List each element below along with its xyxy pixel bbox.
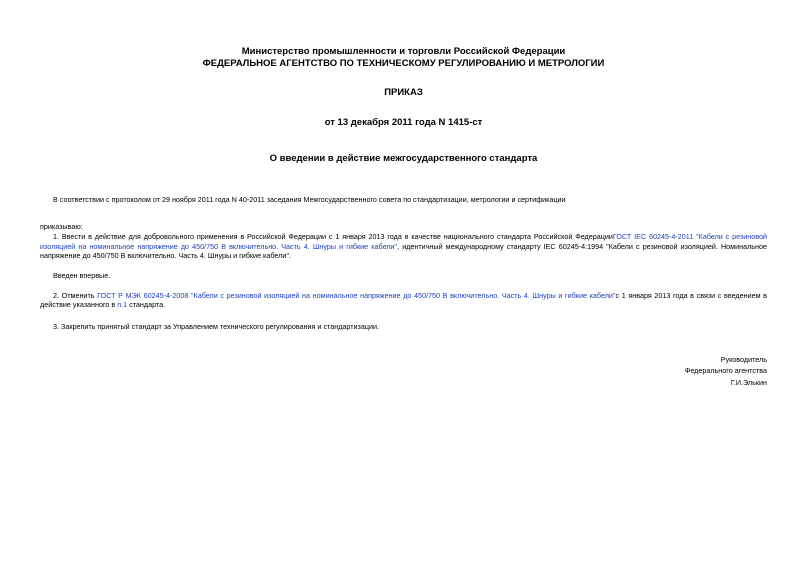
item-1-reference-link[interactable]: п.1 bbox=[117, 300, 128, 310]
gost-iec-60245-4-2011-link[interactable]: ГОСТ IEC 60245-4-2011 "Кабели с резиновой изоляцией на номинальное напряжение до 450/750 В включительно. Часть 4. Шнуры и гибкие кабели" bbox=[40, 232, 767, 251]
agency-name: ФЕДЕРАЛЬНОЕ АГЕНТСТВО ПО ТЕХНИЧЕСКОМУ РЕГУЛИРОВАНИЮ И МЕТРОЛОГИИ bbox=[202, 58, 605, 69]
item-2-text-mid: с 1 января 2013 года в связи с введением в действие указанного в bbox=[40, 290, 767, 310]
document-body bbox=[40, 195, 767, 331]
signature-position: Руководитель bbox=[720, 355, 767, 364]
gost-r-iec-60245-4-2008-link[interactable]: ГОСТ Р МЭК 60245-4-2008 "Кабели с резиновой изоляцией на номинальное напряжение до 450/750 В включительно. Часть 4. Шнуры и гибкие кабели" bbox=[97, 290, 616, 300]
item-2-text: 2. Отменить bbox=[53, 290, 98, 300]
introduced-first-note: Введен впервые. bbox=[53, 270, 111, 280]
basis-paragraph: В соответствии с протоколом от 29 ноября 2011 года N 40-2011 заседания Межгосударственного совета по стандартизации, метрологии и сертификации bbox=[53, 195, 566, 204]
item-2-text-end: стандарта. bbox=[127, 300, 166, 310]
item-1-text: 1. Ввести в действие для добровольного применения в Российской Федерации с 1 января 2013 года в качестве национального стандарта Российской Федерации bbox=[53, 232, 613, 242]
document-date-number: от 13 декабря 2011 года N 1415-ст bbox=[324, 117, 483, 128]
document-title: О введении в действие межгосударственного стандарта bbox=[269, 153, 538, 164]
document-type: ПРИКАЗ bbox=[384, 87, 423, 98]
item-2-paragraph bbox=[40, 291, 767, 310]
signature-name: Г.И.Элькин bbox=[730, 377, 767, 387]
item-3-paragraph: 3. Закрепить принятый стандарт за Управлением технического регулирования и стандартизации. bbox=[53, 321, 379, 331]
item-1-paragraph bbox=[40, 232, 767, 261]
order-word: приказываю: bbox=[40, 221, 83, 231]
signature-agency: Федерального агентства bbox=[684, 366, 767, 376]
ministry-name: Министерство промышленности и торговли Российской Федерации bbox=[241, 46, 566, 57]
signature-block bbox=[685, 354, 767, 388]
item-1-text-end: , идентичный международному стандарту IEC 60245-4:1994 "Кабели с резиновой изоляцией. Номинальное напряжение до 450/750 В включительно. Часть 4. Шнуры и гибкие кабели". bbox=[40, 241, 768, 261]
